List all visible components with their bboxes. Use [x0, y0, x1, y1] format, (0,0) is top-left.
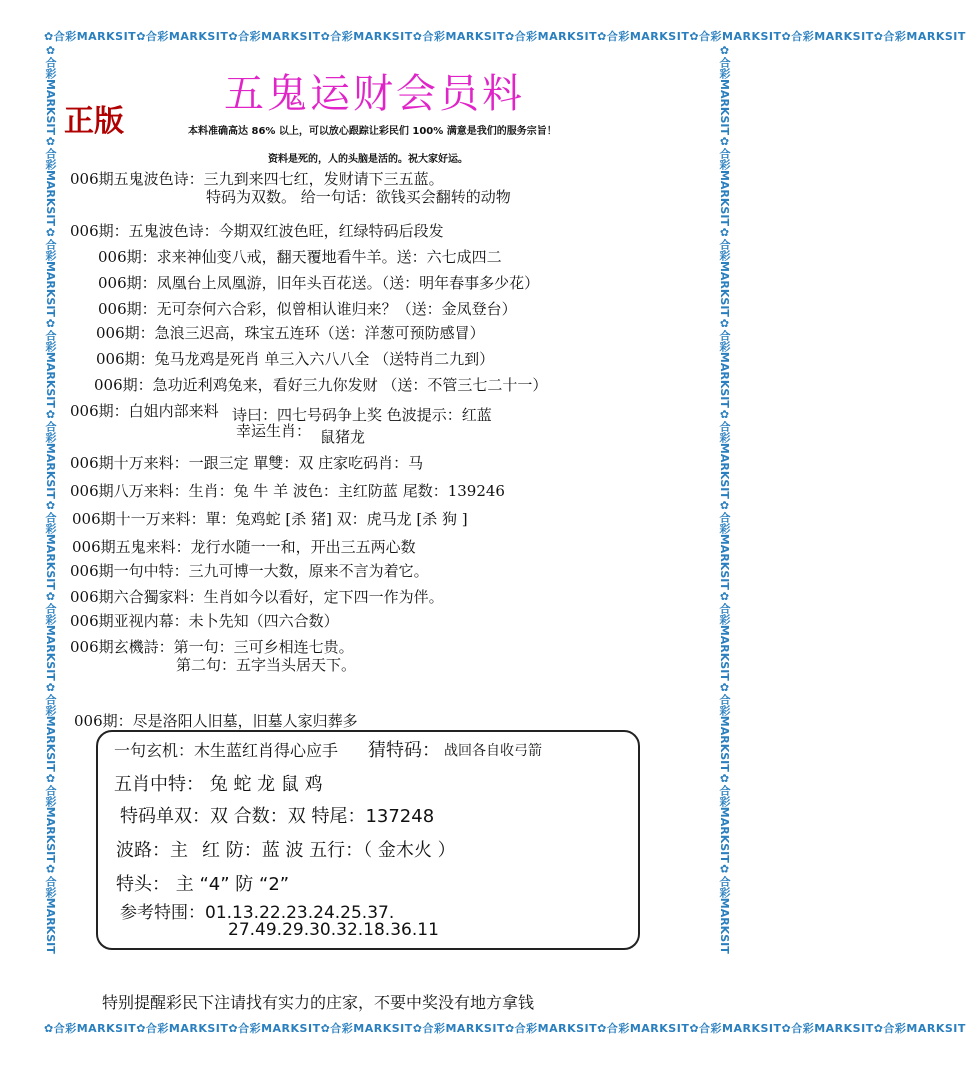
border-bottom-pattern: ✿合彩MARKSIT✿合彩MARKSIT✿合彩MARKSIT✿合彩MARKSIT✿合彩MARKSIT✿合彩MARKSIT✿合彩MARKSIT✿合彩MARKSIT✿合彩MARKSIT✿合彩MARKSIT — [44, 1022, 966, 1035]
border-top-pattern: ✿合彩MARKSIT✿合彩MARKSIT✿合彩MARKSIT✿合彩MARKSIT✿合彩MARKSIT✿合彩MARKSIT✿合彩MARKSIT✿合彩MARKSIT✿合彩MARKSIT✿合彩MARKSIT — [44, 30, 966, 43]
box-odd-even: 特码单双：双 合数：双 特尾：137248 — [120, 806, 435, 827]
box-guess-label: 猜特码： — [368, 740, 440, 761]
entry-lucky-zodiac-value: 鼠猪龙 — [320, 428, 366, 446]
entry-dead-zodiac: 006期：兔马龙鸡是死肖 单三入六八八全 （送特肖二九到） — [96, 350, 495, 368]
entry-white-sister: 006期：白姐内部来料 — [70, 402, 219, 420]
entry-80k: 006期八万来料：生肖：兔 牛 羊 波色：主红防蓝 尾数：139246 — [70, 482, 505, 500]
box-wave-label: 波路：主 — [116, 840, 188, 861]
entry-wave-color: 006期：五鬼波色诗：今期双红波色旺，红绿特码后段发 — [70, 222, 444, 240]
footer-warning: 特别提醒彩民下注请找有实力的庄家，不要中奖没有地方拿钱 — [102, 993, 535, 1012]
entry-atv-insider: 006期亚视内幕：未卜先知（四六合数） — [70, 612, 339, 630]
entry-luoyang: 006期：尽是洛阳人旧墓，旧墓人家归葬多 — [74, 712, 358, 730]
entry-white-sister-poem: 诗曰：四七号码争上奖 色波提示：红蓝 — [232, 406, 492, 424]
page-title: 五鬼运财会员料 — [224, 71, 525, 117]
entry-waves: 006期：急浪三迟高，珠宝五连环（送：洋葱可预防感冒） — [96, 324, 485, 342]
box-head: 特头： 主 “4” 防 “2” — [116, 874, 290, 895]
border-left-pattern: ✿合彩MARKSIT✿合彩MARKSIT✿合彩MARKSIT✿合彩MARKSIT✿合彩MARKSIT✿合彩MARKSIT✿合彩MARKSIT✿合彩MARKSIT✿合彩MARKSIT✿合彩MARKSIT — [44, 44, 57, 954]
entry-phoenix: 006期：凤凰台上凤凰游，旧年头百花送。（送：明年春事多少花） — [98, 274, 540, 292]
box-ref-range-line2: 27.49.29.30.32.18.36.11 — [228, 920, 439, 940]
entry-lucky-zodiac-label: 幸运生肖： — [236, 422, 312, 440]
authentic-badge: 正版 — [64, 104, 124, 139]
subtitle-good-luck: 资料是死的，人的头脑是活的。祝大家好运。 — [268, 154, 468, 165]
border-right-pattern: ✿合彩MARKSIT✿合彩MARKSIT✿合彩MARKSIT✿合彩MARKSIT✿合彩MARKSIT✿合彩MARKSIT✿合彩MARKSIT✿合彩MARKSIT✿合彩MARKSIT✿合彩MARKSIT — [718, 44, 731, 954]
entry-exclusive: 006期六合獨家料：生肖如今以看好，定下四一作为伴。 — [70, 588, 444, 606]
entry-helpless: 006期：无可奈何六合彩，似曾相认谁归来？（送：金凤登台） — [98, 300, 517, 318]
entry-110k: 006期十一万来料：單：兔鸡蛇 [杀 猪] 双：虎马龙 [杀 狗 ] — [72, 510, 468, 528]
entry-five-ghost: 006期五鬼来料：龙行水随一一和，开出三五两心数 — [72, 538, 416, 556]
entry-wave-poem-hint: 特码为双数。 给一句话：欲钱买会翻转的动物 — [206, 188, 511, 206]
entry-immortal: 006期：求来神仙变八戒，翻天覆地看牛羊。送：六七成四二 — [98, 248, 502, 266]
box-guess-value: 战回各自收弓箭 — [444, 743, 542, 759]
entry-mystic-poem-line2: 第二句：五字当头居天下。 — [176, 656, 357, 674]
entry-one-sentence: 006期一句中特：三九可博一大数，原来不言为着它。 — [70, 562, 429, 580]
box-five-zodiac: 五肖中特： 兔 蛇 龙 鼠 鸡 — [114, 774, 323, 795]
prediction-box — [96, 730, 640, 950]
entry-wave-poem: 006期五鬼波色诗：三九到来四七红，发财请下三五蓝。 — [70, 170, 444, 188]
entry-quick-profit: 006期：急功近利鸡兔来，看好三九你发财 （送：不管三七二十一） — [94, 376, 548, 394]
entry-100k: 006期十万来料：一跟三定 單雙：双 庄家吃码肖：马 — [70, 454, 424, 472]
subtitle-guarantee: 本料准确高达 86% 以上，可以放心跟踪让彩民们 100% 满意是我们的服务宗旨！ — [188, 126, 557, 137]
entry-mystic-poem: 006期玄機詩：第一句：三可乡相连七贵。 — [70, 638, 354, 656]
box-riddle: 一句玄机：木生蓝红肖得心应手 — [114, 741, 339, 760]
box-wave-detail: 红 防：蓝 波 五行：（ 金木火 ） — [202, 840, 456, 861]
box-ref-range: 参考特围：01.13.22.23.24.25.37. — [120, 903, 395, 923]
